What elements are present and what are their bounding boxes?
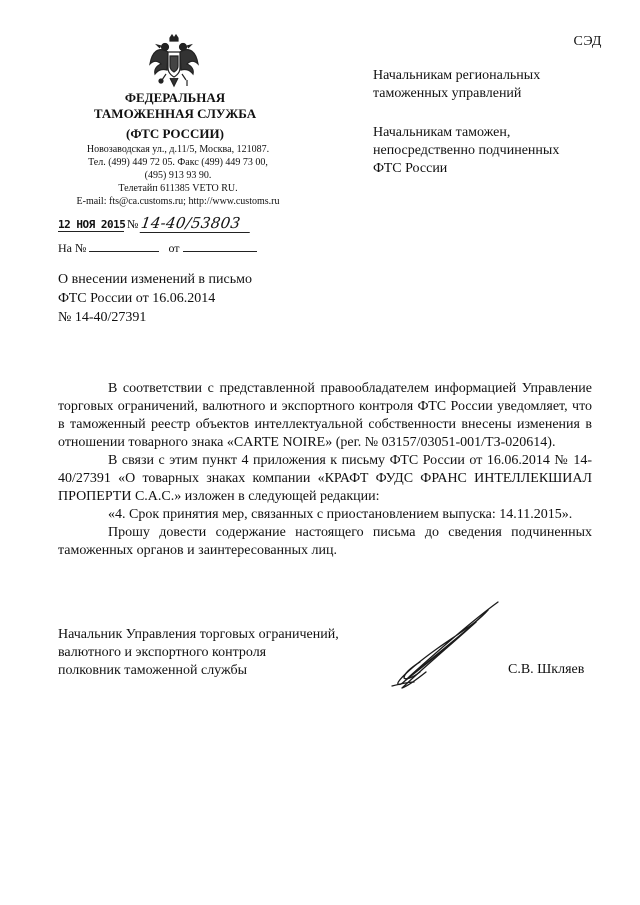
agency-name-line2: ТАМОЖЕННАЯ СЛУЖБА (93, 106, 257, 121)
addressee-line: ФТС России (373, 161, 448, 176)
contact-address: Новозаводская ул., д.11/5, Москва, 121087. (86, 144, 270, 155)
agency-contacts (58, 143, 298, 208)
signatory-title-line: полковник таможенной службы (58, 663, 248, 678)
addressee-customs (373, 124, 559, 178)
reply-reference-line (58, 240, 257, 256)
subject-line: О внесении изменений в письмо (58, 272, 252, 287)
contact-teletype: Телетайп 611385 VETO RU. (118, 183, 238, 194)
registration-date-stamp: 12 НОЯ 2015 (58, 218, 126, 231)
document-system-marker: СЭД (573, 34, 602, 49)
signatory-name: С.В. Шкляев (508, 662, 585, 677)
addressee-line: Начальникам региональных (373, 68, 541, 83)
addressee-line: непосредственно подчиненных (373, 143, 560, 158)
signatory-title-line: валютного и экспортного контроля (58, 645, 267, 660)
addressee-line: Начальникам таможен, (373, 125, 511, 140)
coat-of-arms-icon (148, 34, 200, 90)
subject-line: № 14-40/27391 (58, 310, 147, 325)
letter-subject (58, 270, 252, 327)
signatory-title (58, 626, 339, 680)
registration-number-label: № (127, 217, 139, 231)
reply-number-blank (89, 240, 159, 252)
reply-date-blank (183, 240, 257, 252)
addressee-regional (373, 67, 540, 103)
body-paragraph: «4. Срок принятия мер, связанных с приостановлением выпуска: 14.11.2015». (108, 507, 573, 522)
letter-body (58, 380, 592, 560)
registration-line (58, 214, 251, 233)
agency-abbreviation: (ФТС РОССИИ) (126, 126, 224, 141)
body-paragraph: В соответствии с представленной правообладателем информацией Управление торговых ограничений, валютного и экспортного контроля ФТС России уведомляет, что в таможенный реестр объектов интеллектуальной собственности внесены изменения в отношении товарного знака «CARTE NOIRE» (рег. № 03157/03051-001/ТЗ-020614). (58, 381, 592, 450)
signatory-title-line: Начальник Управления торговых ограничений, (58, 627, 339, 642)
contact-phone: Тел. (499) 449 72 05. Факс (499) 449 73 00, (88, 157, 268, 168)
body-paragraph: В связи с этим пункт 4 приложения к письму ФТС России от 16.06.2014 № 14-40/27391 «О товарных знаках компании «КРАФТ ФУДС ФРАНС ИНТЕЛЛЕКШИАЛ ПРОПЕРТИ С.А.С.» изложен в следующей редакции: (58, 453, 592, 504)
handwritten-signature (380, 598, 500, 698)
addressee-line: таможенных управлений (373, 86, 522, 101)
contact-phone-2: (495) 913 93 90. (144, 170, 212, 181)
body-paragraph: Прошу довести содержание настоящего письма до сведения подчиненных таможенных органов и заинтересованных лиц. (58, 525, 592, 558)
agency-name (60, 90, 290, 142)
subject-line: ФТС России от 16.06.2014 (58, 291, 216, 306)
contact-email: E-mail: fts@ca.customs.ru; http://www.customs.ru (76, 196, 280, 207)
registration-number: 14-40/53803 (140, 214, 253, 233)
reply-date-label: от (168, 241, 180, 255)
reply-number-label: На № (58, 241, 87, 255)
agency-name-line1: ФЕДЕРАЛЬНАЯ (124, 90, 226, 105)
